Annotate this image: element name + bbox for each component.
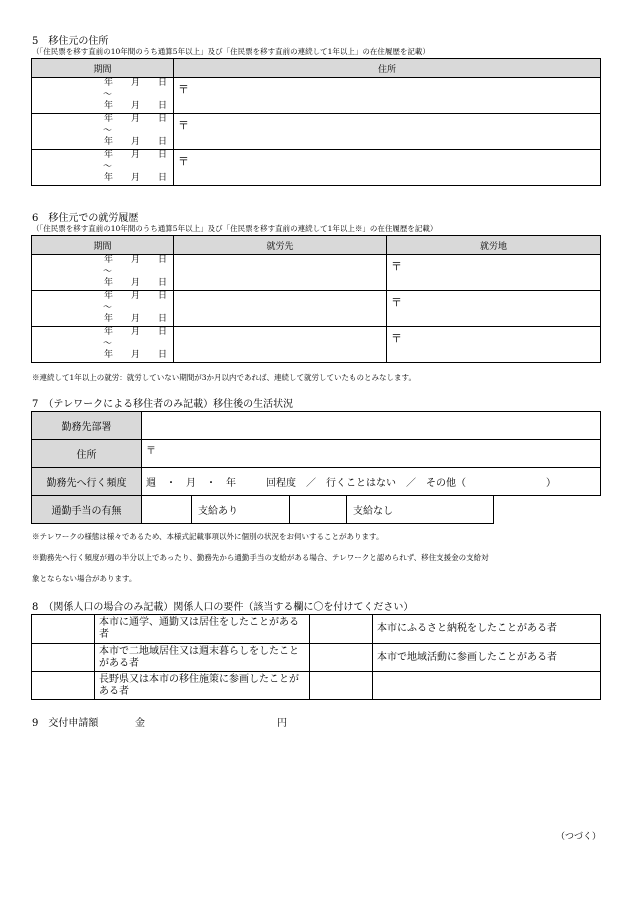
period-cell[interactable]: 年 月 日 ～ 年 月 日: [32, 255, 174, 291]
zip-mark: 〒: [391, 332, 402, 345]
zip-mark: 〒: [178, 119, 189, 132]
section7-note3: 象とならない場合があります。: [32, 574, 137, 583]
section5-title: 5 移住元の住所: [32, 36, 109, 47]
table-row: [32, 644, 601, 672]
period-cell[interactable]: 年 月 日 ～ 年 月 日: [32, 291, 174, 327]
col-period: 期間: [32, 59, 174, 78]
address-cell[interactable]: [174, 114, 601, 150]
table-row: [32, 615, 601, 644]
check-cell[interactable]: [310, 644, 373, 672]
continued-label: （つづく）: [556, 832, 602, 842]
table-row: [32, 327, 601, 363]
col-employer: 就労先: [174, 236, 387, 255]
allowance-label: 通勤手当の有無: [32, 496, 142, 524]
section6-title: 6 移住元での就労履歴: [32, 213, 139, 224]
section7-title: 7 （テレワークによる移住者のみ記載）移住後の生活状況: [32, 399, 294, 410]
zip-mark: 〒: [178, 155, 189, 168]
zip-mark: 〒: [391, 260, 402, 273]
section8-table: [31, 614, 601, 700]
location-cell[interactable]: [387, 255, 601, 291]
section8-title: 8 （関係人口の場合のみ記載）関係人口の要件（該当する欄に〇を付けてください）: [32, 602, 414, 613]
requirement-label: 本市で二地域居住又は週末暮らしをしたことがある者: [95, 644, 310, 672]
location-cell[interactable]: [387, 327, 601, 363]
department-label: 勤務先部署: [32, 412, 142, 440]
address-cell[interactable]: [174, 150, 601, 186]
section6-footnote: ※連続して1年以上の就労：就労していない期間が3か月以内であれば、連続して就労していたものとみなします。: [32, 373, 416, 382]
col-location: 就労地: [387, 236, 601, 255]
requirement-label: [373, 672, 601, 700]
col-period: 期間: [32, 236, 174, 255]
period-cell[interactable]: 年 月 日 ～ 年 月 日: [32, 114, 174, 150]
check-cell[interactable]: [310, 615, 373, 644]
address-field[interactable]: [142, 440, 601, 468]
requirement-label: 長野県又は本市の移住施策に参画したことがある者: [95, 672, 310, 700]
allowance-no-mark[interactable]: [290, 496, 347, 524]
section6-note: （「住民票を移す直前の10年間のうち通算5年以上」及び「住民票を移す直前の連続して1年以上※」の在住履歴を記載）: [32, 224, 438, 233]
frequency-field[interactable]: 週 ・ 月 ・ 年 回程度 ／ 行くことはない ／ その他（ ）: [142, 468, 601, 496]
requirement-label: 本市で地域活動に参画したことがある者: [373, 644, 601, 672]
amount-kin: 金: [135, 718, 145, 729]
address-label: 住所: [32, 440, 142, 468]
check-cell[interactable]: [32, 672, 95, 700]
zip-mark: 〒: [391, 296, 402, 309]
section5-table: [31, 58, 601, 186]
requirement-label: 本市に通学、通勤又は居住をしたことがある者: [95, 615, 310, 644]
frequency-label: 勤務先へ行く頻度: [32, 468, 142, 496]
employer-cell[interactable]: [174, 291, 387, 327]
department-field[interactable]: [142, 412, 601, 440]
check-cell[interactable]: [310, 672, 373, 700]
table-row: [32, 468, 601, 496]
period-cell[interactable]: 年 月 日 ～ 年 月 日: [32, 150, 174, 186]
check-cell[interactable]: [32, 644, 95, 672]
section7-note2: ※勤務先へ行く頻度が週の半分以上であったり、勤務先から通勤手当の支給がある場合、テレワークと認められず、移住支援金の支給対: [32, 553, 489, 562]
section7-note1: ※テレワークの様態は様々であるため、本様式記載事項以外に個別の状況をお伺いすることがあります。: [32, 532, 384, 541]
table-row: [32, 255, 601, 291]
zip-mark: 〒: [178, 83, 189, 96]
employer-cell[interactable]: [174, 327, 387, 363]
section7-table: [31, 411, 601, 524]
employer-cell[interactable]: [174, 255, 387, 291]
section9-title: 9 交付申請額: [32, 718, 99, 729]
table-row: [32, 440, 601, 468]
table-row: [32, 114, 601, 150]
table-row: [32, 291, 601, 327]
section6-table: [31, 235, 601, 363]
table-row: [32, 150, 601, 186]
allowance-no-option[interactable]: 支給なし: [347, 496, 494, 524]
section5-note: （「住民票を移す直前の10年間のうち通算5年以上」及び「住民票を移す直前の連続して1年以上」の在住履歴を記載）: [32, 47, 430, 56]
table-row: [32, 412, 601, 440]
col-address: 住所: [174, 59, 601, 78]
period-cell[interactable]: 年 月 日 ～ 年 月 日: [32, 78, 174, 114]
requirement-label: 本市にふるさと納税をしたことがある者: [373, 615, 601, 644]
allowance-yes-option[interactable]: 支給あり: [192, 496, 290, 524]
location-cell[interactable]: [387, 291, 601, 327]
allowance-yes-mark[interactable]: [142, 496, 192, 524]
table-row: [32, 672, 601, 700]
check-cell[interactable]: [32, 615, 95, 644]
zip-mark: 〒: [146, 446, 156, 457]
address-cell[interactable]: [174, 78, 601, 114]
table-row: [32, 78, 601, 114]
table-row: [32, 496, 601, 524]
period-cell[interactable]: 年 月 日 ～ 年 月 日: [32, 327, 174, 363]
amount-yen: 円: [277, 718, 287, 729]
